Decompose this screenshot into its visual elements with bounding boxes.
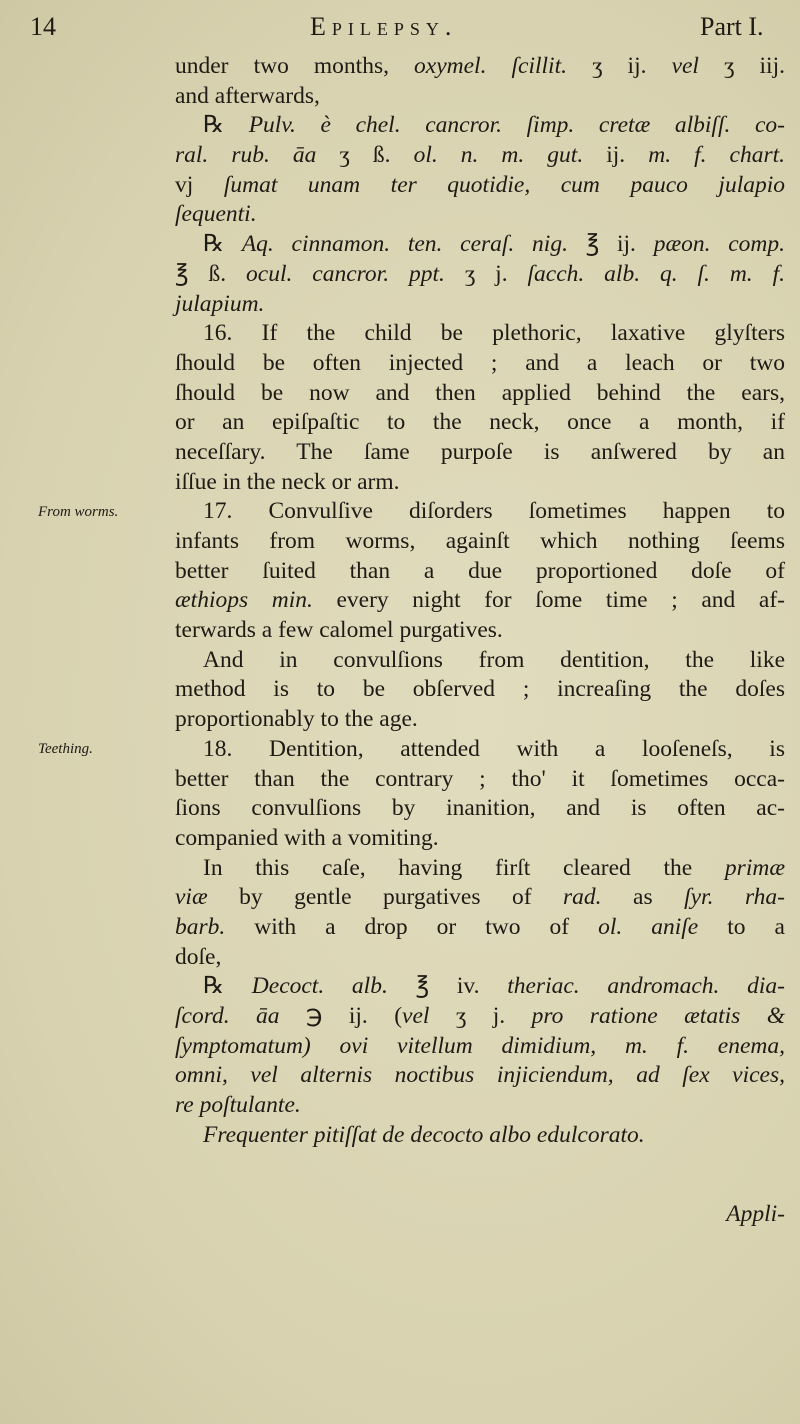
italic-text: theriac. andromach. dia-	[507, 973, 786, 1000]
text-line	[175, 794, 785, 824]
text-line	[175, 290, 785, 320]
text-line	[175, 972, 785, 1002]
text-line	[175, 82, 785, 112]
italic-text: ſacch. alb. q. ſ. m. f.	[527, 260, 785, 287]
text-segment: companied with a vomiting.	[175, 824, 439, 851]
text-segment: In this caſe, having firſt cleared the	[203, 854, 725, 881]
italic-text: julapium.	[175, 290, 265, 317]
text-line	[175, 1091, 785, 1121]
text-line	[175, 438, 785, 468]
text-line	[175, 230, 785, 260]
text-segment: ſhould be now and then applied behind the ears,	[175, 379, 785, 406]
text-segment: ſhould be often injected ; and a leach or two	[175, 349, 785, 376]
text-line	[175, 260, 785, 290]
italic-text: Frequenter pitiſſat de decocto albo edulcorato.	[203, 1121, 645, 1148]
text-segment: iſſue in the neck or arm.	[175, 468, 400, 495]
text-segment: every night for ſome time ; and af-	[312, 587, 785, 614]
text-segment: better than the contrary ; tho' it ſometimes occa-	[175, 765, 785, 792]
text-line	[175, 468, 785, 498]
text-line	[175, 883, 785, 913]
text-segment: ℈ ij. (	[279, 1003, 403, 1029]
italic-text: Aq. cinnamon. ten. ceraſ. nig.	[241, 231, 568, 258]
text-segment: ʒ ij.	[567, 53, 672, 79]
text-segment: ℞	[203, 973, 252, 1000]
text-line	[175, 705, 785, 735]
italic-text: pæon. comp.	[653, 231, 786, 258]
text-segment: with a drop or two of	[225, 913, 599, 940]
text-line	[175, 1121, 785, 1151]
italic-text: ſumat unam ter quotidie, cum pauco julapio	[223, 171, 785, 198]
text-segment: proportionably to the age.	[175, 706, 418, 733]
text-segment: better ſuited than a due proportioned doſe of	[175, 557, 785, 584]
text-segment: ſions convulſions by inanition, and is often ac-	[175, 795, 785, 822]
text-line	[175, 111, 785, 141]
text-segment: neceſſary. The ſame purpoſe is anſwered by an	[175, 438, 785, 465]
text-segment: And in convulſions from dentition, the like	[203, 646, 785, 673]
italic-text: viæ	[175, 884, 208, 911]
text-segment: ʒ j.	[444, 260, 528, 287]
text-segment: ℞	[203, 112, 249, 139]
text-segment: ʒ iij.	[698, 53, 785, 79]
text-line	[175, 854, 785, 884]
text-line	[175, 497, 785, 527]
italic-text: ſequenti.	[175, 201, 257, 228]
italic-text: ocul. cancror. ppt.	[246, 260, 445, 287]
italic-text: primæ	[724, 854, 785, 881]
italic-text: m. f. chart.	[648, 142, 786, 169]
text-segment: to a	[698, 913, 785, 940]
italic-text: ral. rub. āa	[175, 142, 317, 169]
text-segment: ʒ j.	[429, 1003, 532, 1029]
text-segment: under two months,	[175, 53, 415, 79]
text-segment: or an epiſpaſtic to the neck, once a month, if	[175, 409, 785, 436]
text-segment: method is to be obſerved ; increaſing the doſes	[175, 676, 785, 703]
text-segment: 17. Convulſive diſorders ſometimes happen to	[203, 498, 785, 525]
italic-text: ſymptomatum) ovi vitellum dimidium, m. f. enema,	[175, 1032, 785, 1059]
text-line	[175, 557, 785, 587]
text-line	[175, 379, 785, 409]
text-segment: 16. If the child be plethoric, laxative glyſters	[203, 320, 785, 347]
text-segment: infants from worms, againſt which nothing ſeems	[175, 528, 785, 554]
text-line	[175, 171, 785, 201]
italic-text: ol. aniſe	[598, 913, 699, 940]
text-segment: ij.	[583, 142, 649, 169]
text-line	[175, 349, 785, 379]
text-segment: by gentle purgatives of	[207, 884, 564, 911]
text-segment: as	[601, 884, 685, 911]
text-line	[175, 141, 785, 171]
italic-text: ſcord. āa	[175, 1003, 280, 1029]
text-line	[175, 52, 785, 82]
text-line	[175, 1061, 785, 1091]
italic-text: re poſtulante.	[175, 1092, 301, 1119]
part-label: Part I.	[700, 12, 764, 41]
text-line	[175, 319, 785, 349]
text-line	[175, 646, 785, 676]
text-line	[175, 616, 785, 646]
text-line	[175, 200, 785, 230]
italic-text: Pulv. è chel. cancror. ſimp. cretæ albiſſ. co-	[248, 112, 785, 139]
text-line	[175, 1032, 785, 1062]
text-segment: ℥ iv.	[387, 973, 508, 1000]
italic-text: Decoct. alb.	[251, 973, 388, 1000]
italic-text: ol. n. m. gut.	[413, 142, 584, 169]
page-number: 14	[30, 12, 56, 41]
italic-text: oxymel. ſcillit.	[414, 53, 567, 79]
text-segment: doſe,	[175, 943, 222, 970]
text-segment: and afterwards,	[175, 82, 320, 109]
italic-text: vel	[671, 53, 699, 79]
text-segment: ʒ ß.	[316, 142, 414, 169]
text-segment: vj	[175, 171, 224, 198]
text-line	[175, 735, 785, 765]
text-line	[175, 765, 785, 795]
text-line	[175, 675, 785, 705]
text-segment: ℥ ij.	[567, 231, 654, 258]
italic-text: vel	[402, 1003, 430, 1029]
italic-text: rad.	[563, 884, 602, 911]
text-line	[175, 586, 785, 616]
running-title: Epilepsy.	[310, 12, 458, 41]
italic-text: barb.	[175, 913, 226, 940]
italic-text: pro ratione ætatis &	[531, 1003, 786, 1029]
text-segment: ℞	[203, 231, 242, 258]
italic-text: æthiops min.	[175, 587, 313, 614]
italic-text: omni, vel alternis noctibus injiciendum, ad ſex vices,	[175, 1062, 785, 1089]
text-line	[175, 913, 785, 943]
body-text	[175, 52, 785, 1150]
text-line	[175, 527, 785, 557]
text-segment: ℥ ß.	[175, 260, 247, 287]
margin-note-worms: From worms.	[38, 504, 119, 520]
text-segment: terwards a few calomel purgatives.	[175, 617, 503, 644]
text-line	[175, 943, 785, 973]
text-line	[175, 408, 785, 438]
text-line	[175, 1002, 785, 1032]
text-line	[175, 824, 785, 854]
margin-note-teething: Teething.	[38, 741, 93, 757]
italic-text: ſyr. rha-	[684, 884, 785, 911]
text-segment: 18. Dentition, attended with a looſeneſs, is	[203, 735, 785, 762]
catchword: Appli-	[726, 1201, 785, 1227]
